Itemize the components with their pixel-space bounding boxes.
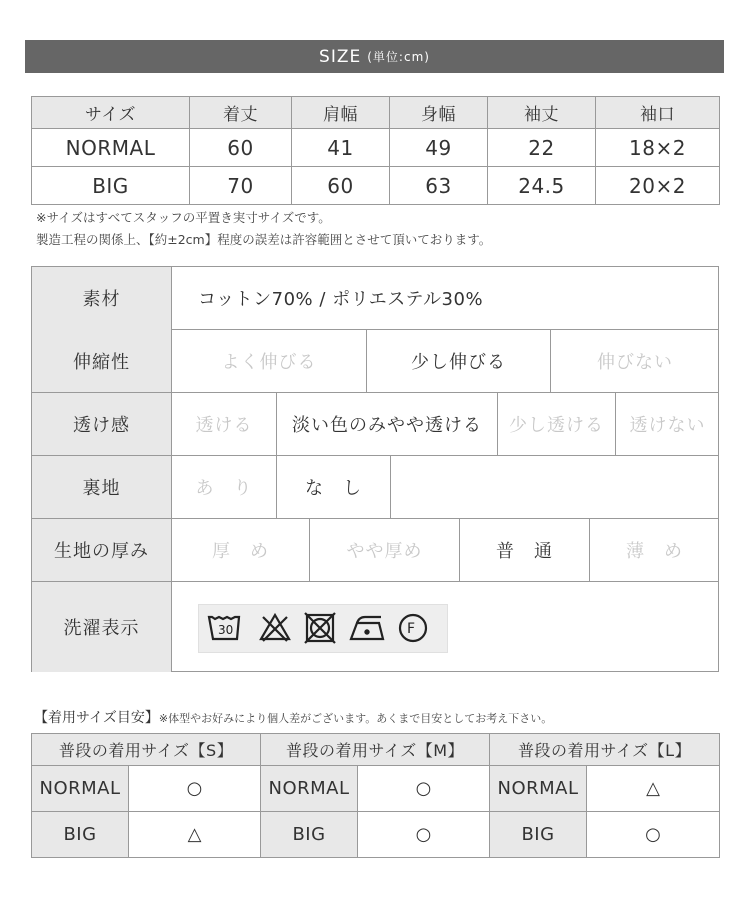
fit-header-s: 普段の着用サイズ【S】	[32, 734, 261, 766]
fit-row-label: BIG	[261, 812, 358, 858]
size-col-header: サイズ	[32, 97, 190, 129]
size-header-unit: (単位:cm)	[367, 50, 430, 64]
wash-30-icon	[209, 617, 239, 639]
fit-row-label: NORMAL	[490, 766, 587, 812]
fit-row-label: BIG	[32, 812, 129, 858]
fit-mark: ○	[358, 812, 490, 858]
thickness-option: 厚 め	[172, 519, 310, 581]
fit-guide-note: ※体型やお好みにより個人差がございます。あくまで目安としてお考え下さい。	[158, 712, 553, 725]
thickness-row	[32, 519, 718, 582]
no-bleach-icon	[261, 615, 289, 641]
table-row	[32, 812, 720, 858]
transparency-row	[32, 393, 718, 456]
stretch-option-selected: 少し伸びる	[367, 329, 551, 392]
stretch-row	[32, 329, 718, 393]
transparency-option-selected: 淡い色のみやや透ける	[277, 393, 498, 455]
fit-mark: ○	[129, 766, 261, 812]
size-cell: 22	[488, 129, 596, 167]
size-cell: 20×2	[596, 167, 720, 205]
stretch-option: よく伸びる	[172, 329, 367, 392]
size-cell: 60	[292, 167, 390, 205]
dryclean-f-icon	[400, 615, 426, 641]
fit-guide-header	[32, 734, 720, 766]
laundry-symbols	[198, 604, 448, 653]
table-row	[32, 766, 720, 812]
size-cell: 24.5	[488, 167, 596, 205]
transparency-label: 透け感	[32, 393, 172, 455]
lining-label: 裏地	[32, 456, 172, 518]
size-note-1: ※サイズはすべてスタッフの平置き実寸サイズです。	[36, 210, 331, 225]
stretch-label: 伸縮性	[32, 329, 172, 392]
size-note-2: 製造工程の関係上、【約±2cm】程度の誤差は許容範囲とさせて頂いております。	[36, 232, 492, 247]
low-iron-icon	[351, 617, 383, 639]
size-cell: NORMAL	[32, 129, 190, 167]
transparency-option: 少し透ける	[498, 393, 616, 455]
size-col-header: 袖丈	[488, 97, 596, 129]
fit-mark: ○	[587, 812, 720, 858]
fit-mark: △	[129, 812, 261, 858]
stretch-option: 伸びない	[597, 351, 673, 373]
size-cell: 49	[390, 129, 488, 167]
size-cell: 41	[292, 129, 390, 167]
lining-option: あ り	[172, 456, 277, 518]
svg-text:30: 30	[218, 623, 234, 637]
size-cell: 18×2	[596, 129, 720, 167]
thickness-option-selected: 普 通	[460, 519, 590, 581]
fit-guide-table	[31, 733, 720, 858]
size-col-header: 袖口	[596, 97, 720, 129]
fit-guide-title: 【着用サイズ目安】	[34, 710, 159, 726]
thickness-label: 生地の厚み	[32, 519, 172, 581]
material-table	[31, 266, 719, 672]
material-value: コットン70% / ポリエステル30%	[198, 289, 484, 310]
thickness-option: 薄 め	[626, 541, 683, 562]
laundry-row	[32, 582, 718, 672]
material-label: 素材	[32, 267, 172, 329]
size-cell: BIG	[32, 167, 190, 205]
fit-mark: △	[587, 766, 720, 812]
no-tumble-dry-icon	[305, 613, 335, 643]
fit-row-label: BIG	[490, 812, 587, 858]
size-header-bar	[25, 40, 724, 73]
fit-guide-title-line	[34, 707, 552, 727]
fit-row-label: NORMAL	[261, 766, 358, 812]
fit-row-label: NORMAL	[32, 766, 129, 812]
size-table-header	[32, 97, 720, 129]
size-table	[31, 96, 720, 205]
lining-option-selected: な し	[277, 456, 391, 518]
material-row	[32, 267, 718, 330]
table-row	[32, 129, 720, 167]
fit-header-l: 普段の着用サイズ【L】	[490, 734, 720, 766]
fit-header-m: 普段の着用サイズ【M】	[261, 734, 490, 766]
size-cell: 60	[190, 129, 292, 167]
transparency-option: 透ける	[172, 393, 277, 455]
transparency-option: 透けない	[629, 415, 706, 436]
lining-row	[32, 456, 718, 519]
svg-text:F: F	[407, 621, 416, 637]
size-cell: 70	[190, 167, 292, 205]
size-header-title: SIZE	[319, 46, 362, 67]
table-row	[32, 167, 720, 205]
thickness-option: やや厚め	[310, 519, 460, 581]
laundry-label: 洗濯表示	[32, 582, 172, 672]
size-col-header: 身幅	[390, 97, 488, 129]
size-col-header: 肩幅	[292, 97, 390, 129]
size-col-header: 着丈	[190, 97, 292, 129]
size-cell: 63	[390, 167, 488, 205]
fit-mark: ○	[358, 766, 490, 812]
